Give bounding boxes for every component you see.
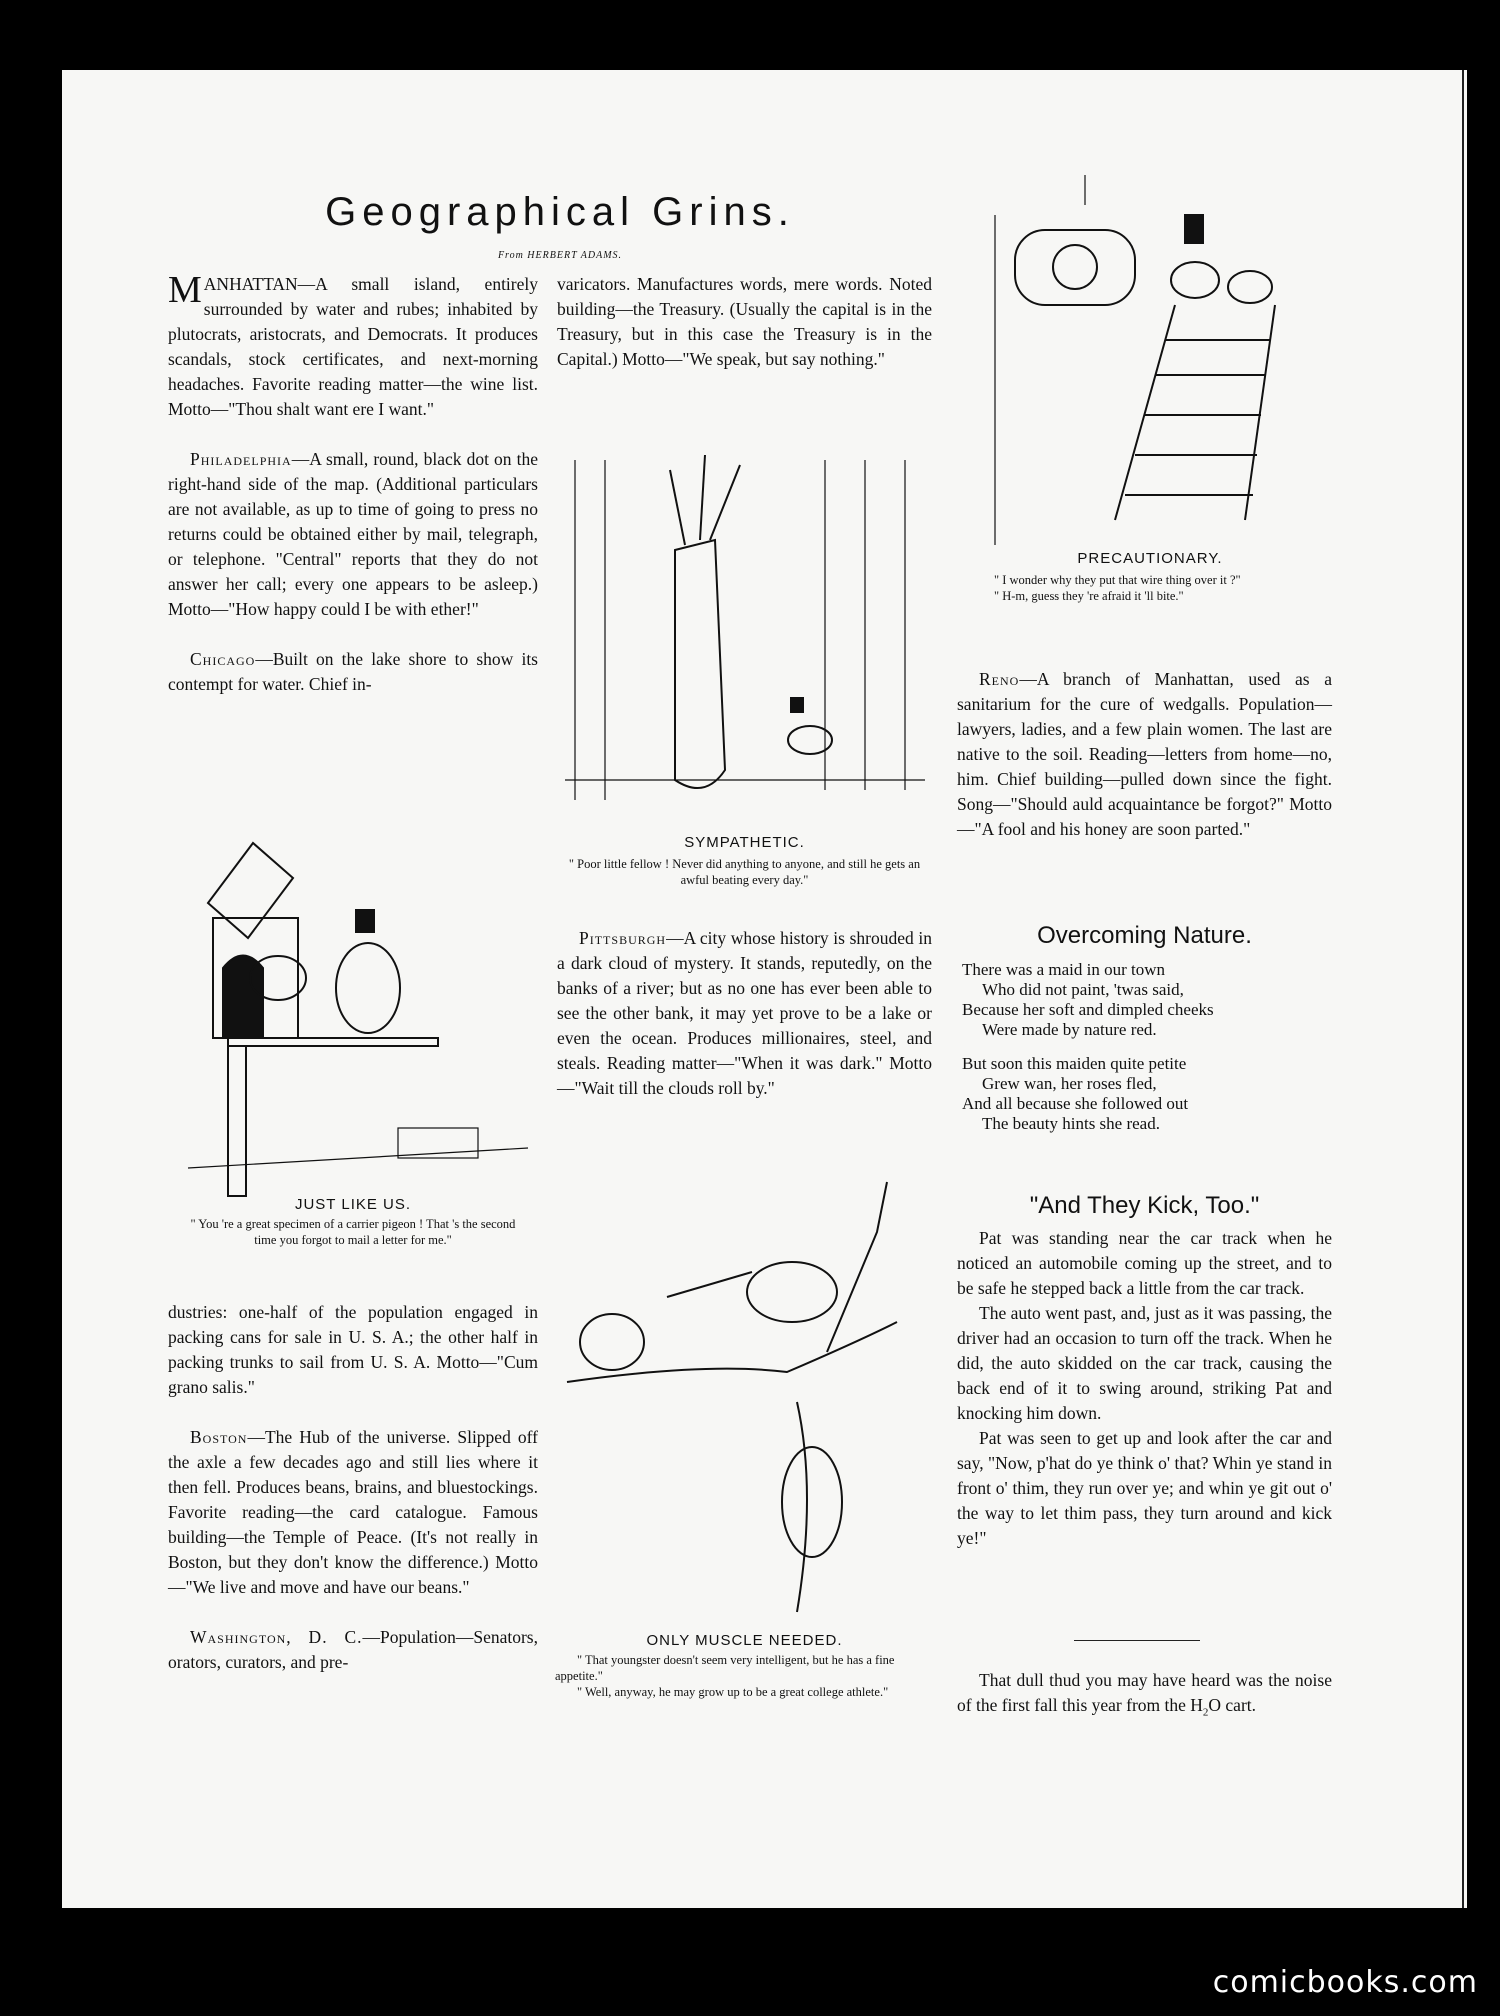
washington-name: Washington, D. C. <box>190 1627 363 1647</box>
washington-entry <box>168 1625 538 1675</box>
poem-line: Because her soft and dimpled cheeks <box>962 1000 1214 1019</box>
just-like-us-caption: " You 're a great specimen of a carrier pigeon ! That 's the second time you forgot to mail a letter for me." <box>190 1217 516 1247</box>
chicago-name: Chicago <box>190 649 256 669</box>
bird-on-ladder <box>1171 262 1219 298</box>
sympathetic-title: SYMPATHETIC. <box>684 834 805 851</box>
overcoming-nature-heading: Overcoming Nature. <box>1037 922 1252 949</box>
ladder-rail <box>1245 305 1275 520</box>
kick-paragraph: Pat was seen to get up and look after the car and say, "Now, p'hat do ye think o' that? Whin ye stand in front o' thim, they run over ye; and whin ye git out o' the way to let thim pass, they turn around and kick ye!" <box>957 1428 1332 1548</box>
golf-club <box>700 455 705 540</box>
poem-line: Who did not paint, 'twas said, <box>982 980 1184 999</box>
chicago-entry <box>168 647 538 697</box>
tree-trunk <box>797 1402 807 1612</box>
boston-entry <box>168 1425 538 1600</box>
perch <box>228 1038 438 1046</box>
birds-on-branch-cartoon <box>557 1172 932 1632</box>
birdhouse-roof <box>208 843 293 938</box>
poem-line: And all because she followed out <box>962 1094 1189 1113</box>
philadelphia-name: Philadelphia <box>190 449 292 469</box>
pittsburgh-name: Pittsburgh <box>579 928 667 948</box>
pittsburgh-text: —A city whose history is shrouded in a dark cloud of mystery. It stands, reputedly, on the banks of a river; but as no one has ever been able to see the other bank, it may yet prove to be a lake or even the ocean. Produces millionaires, steel, and steals. Reading matter—"When it was dark." Motto—"Wait till the clouds roll by." <box>557 928 932 1098</box>
reno-name: Reno <box>979 669 1020 689</box>
poem-line: There was a maid in our town <box>962 960 1165 979</box>
manhattan-text: ANHATTAN—A small island, entirely surrounded by water and rubes; inhabited by plutocrats, aristocrats, and Democrats. It produces scandals, stock certificates, and next-morning headaches. Favorite reading matter—the wine list. Motto—"Thou shalt want ere I want." <box>168 274 538 419</box>
golf-bag <box>675 540 725 788</box>
golf-club <box>670 470 685 545</box>
section-divider <box>1074 1640 1200 1641</box>
thud-text-before: That dull thud you may have heard was the noise of the first fall this year from the H <box>957 1670 1332 1715</box>
sympathetic-caption: " Poor little fellow ! Never did anything to anyone, and still he gets an awful beating every day." <box>568 857 921 887</box>
only-muscle-line-2: " Well, anyway, he may grow up to be a great college athlete." <box>577 1685 889 1699</box>
thud-text-after: O cart. <box>1208 1695 1257 1715</box>
column-1-bottom <box>168 1300 538 1675</box>
column-1-top <box>168 269 538 697</box>
tall-top-hat <box>1185 215 1203 243</box>
column-2-top <box>557 272 932 372</box>
subscript-two: 2 <box>1202 1706 1209 1719</box>
second-bird <box>782 1447 842 1557</box>
column-2-middle <box>557 926 932 1101</box>
bird-beak <box>667 1272 752 1297</box>
washington-continued: varicators. Manufactures words, mere words. Noted building—the Treasury. (Usually the capital is in the Treasury, but in this case the Treasury is in the Capital.) Motto—"We speak, but say nothing." <box>557 274 932 369</box>
site-watermark: comicbooks.com <box>1212 1965 1478 2000</box>
wire-cage-lamp <box>1015 230 1135 305</box>
page-title: Geographical Grins. <box>325 190 795 234</box>
thud-joke <box>957 1668 1332 1726</box>
precautionary-title: PRECAUTIONARY. <box>1077 550 1223 567</box>
kick-paragraph: The auto went past, and, just as it was passing, the driver had an occasion to turn off the track. When he did, the auto skidded on the car track, causing the back end of it to swing around, striking Pat and knocking him down. <box>957 1303 1332 1423</box>
mother-bird <box>747 1262 837 1322</box>
reno-entry <box>957 667 1332 842</box>
only-muscle-line-1: " That youngster doesn't seem very intelligent, but he has a fine appetite." <box>555 1653 895 1683</box>
birdhouse-hole <box>223 956 263 1039</box>
poem-line: Were made by nature red. <box>982 1020 1157 1039</box>
young-bird <box>580 1314 644 1370</box>
small-top-hat <box>791 698 803 712</box>
thud-text <box>957 1668 1332 1726</box>
golf-bag-cartoon <box>565 440 925 820</box>
boston-text: —The Hub of the universe. Slipped off the axle a few decades ago and still lies where it then fell. Produces beans, brains, and bluestockings. Favorite reading—the card catalogue. Famous building—the Temple of Peace. (It's not really in Boston, but they don't know the difference.) Motto—"We live and move and have our beans." <box>168 1427 538 1597</box>
precautionary-line-1: " I wonder why they put that wire thing over it ?" <box>994 573 1241 587</box>
bird-with-hat <box>336 943 400 1033</box>
ladder-rail <box>1115 305 1175 520</box>
kick-heading: "And They Kick, Too." <box>1029 1192 1260 1219</box>
drop-cap: M <box>168 269 202 311</box>
golf-club <box>710 465 740 540</box>
poem-line: But soon this maiden quite petite <box>962 1054 1187 1073</box>
top-hat <box>356 910 374 932</box>
washington-text: —Population—Senators, orators, curators, and pre- <box>168 1627 538 1672</box>
kick-paragraph: Pat was standing near the car track when he noticed an automobile coming up the street, and to be safe he stepped back a little from the car track. <box>957 1228 1332 1298</box>
only-muscle-title: ONLY MUSCLE NEEDED. <box>646 1632 843 1649</box>
philadelphia-text: —A small, round, black dot on the right-hand side of the map. (Additional particulars are not available, as up to time of going to press no returns could be obtained either by mail, telegraph, or telephone. "Central" reports that they do not answer her call; every one appears to be asleep.) Motto—"How happy could I be with ether!" <box>168 449 538 619</box>
only-muscle-caption <box>555 1652 927 1700</box>
chicago-continued: dustries: one-half of the population engaged in packing cans for sale in U. S. A.; the other half in packing trunks to sail from U. S. A. Motto—"Cum grano salis." <box>168 1302 538 1397</box>
reno-text: —A branch of Manhattan, used as a sanitarium for the cure of wedgalls. Population—lawyers, ladies, and a few plain women. The last are native to the soil. Reading—letters from home—no, him. Chief building—pulled down since the fight. Song—"Should auld acquaintance be forgot?" Motto—"A fool and his honey are soon parted." <box>957 669 1332 839</box>
boston-name: Boston <box>190 1427 248 1447</box>
byline: From HERBERT ADAMS. <box>497 250 623 261</box>
tree-branch <box>827 1182 887 1352</box>
chicago-text: —Built on the lake shore to show its contempt for water. Chief in- <box>168 649 538 694</box>
column-3-top <box>957 667 1332 842</box>
manhattan-entry <box>168 269 538 422</box>
poem-line: The beauty hints she read. <box>982 1114 1160 1133</box>
poem-line: Grew wan, her roses fled, <box>982 1074 1157 1093</box>
second-bird-on-ladder <box>1228 271 1272 303</box>
kick-story <box>957 1226 1332 1551</box>
ladder-cartoon <box>975 175 1345 545</box>
light-bulb <box>1053 245 1097 289</box>
page-spine <box>1462 70 1464 1908</box>
birdhouse-post <box>228 1046 246 1196</box>
just-like-us-title: JUST LIKE US. <box>294 1196 412 1213</box>
tree-branch <box>567 1322 897 1382</box>
precautionary-caption <box>972 572 1332 604</box>
philadelphia-entry <box>168 447 538 622</box>
pittsburgh-entry <box>557 926 932 1101</box>
precautionary-line-2: " H-m, guess they 're afraid it 'll bite." <box>994 589 1184 603</box>
overcoming-nature-poem <box>962 960 1332 1134</box>
birdhouse-cartoon <box>168 838 538 1198</box>
